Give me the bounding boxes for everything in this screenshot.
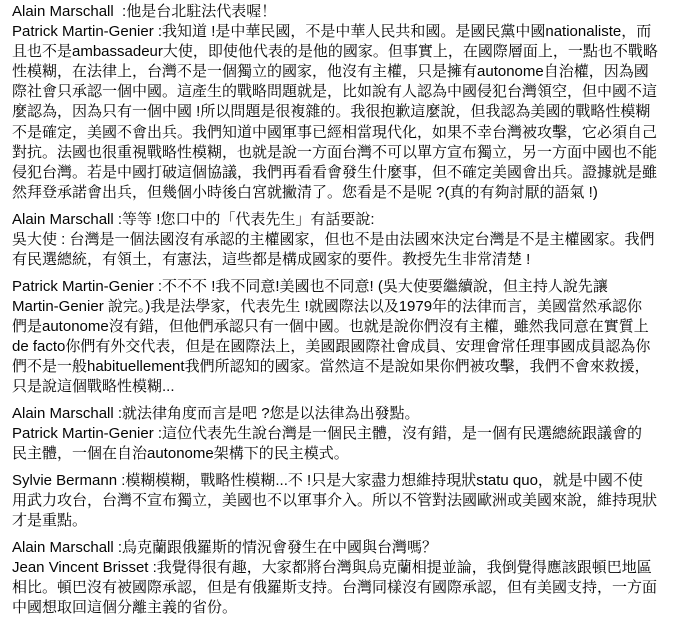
text-line: Patrick Martin-Genier :不不不 !我不同意!美國也不同意! (吳大使要繼續說，但主持人說先讓 xyxy=(12,277,608,295)
text-line: 麼認為，因為只有一個中國 !所以問題是很複雜的。我很抱歉這麼說，但我認為美國的戰略性模糊 xyxy=(12,103,651,121)
text-line: 們是autonome沒有錯，但他們承認只有一個中國。也就是說你們沒有主權，雖然我同意在實質上 xyxy=(12,317,649,335)
paragraph-1 xyxy=(12,2,672,203)
text-line: 只是說這個戰略性模糊... xyxy=(12,378,175,396)
text-line: Jean Vincent Brisset :我覺得很有趣，大家都將台灣與烏克蘭相提並論，我倒覺得應該跟頓巴地區 xyxy=(12,558,652,576)
text-line: Alain Marschall :他是台北駐法代表喔！ xyxy=(12,3,277,20)
text-line: Alain Marschall :等等 !您口中的「代表先生」有話要說: xyxy=(12,210,375,228)
text-line: Martin-Genier 說完。)我是法學家，代表先生 !就國際法以及1979年的法律而言，美國當然承認你 xyxy=(12,297,643,315)
text-line: 相比。頓巴沒有被國際承認，但是有俄羅斯支持。台灣同樣沒有國際承認，但有美國支持，一方面 xyxy=(12,578,658,596)
paragraph-5 xyxy=(12,471,672,531)
text-line: Sylvie Bermann :模糊模糊，戰略性模糊...不 !只是大家盡力想維持現狀statu quo，就是中國不使 xyxy=(12,471,643,489)
text-line: 性模糊，在法律上，台灣不是一個獨立的國家，他沒有主權，只是擁有autonome自治權，因為國 xyxy=(12,63,649,81)
text-line: 們不是一般habituellement我們所認知的國家。當然這不是說如果你們被攻擊，我們不會來救援， xyxy=(12,357,650,375)
text-line: 不是確定，美國不會出兵。我們知道中國軍事已經相當現代化，如果不幸台灣被攻擊，它必須自己 xyxy=(12,123,658,141)
paragraph-6 xyxy=(12,538,672,618)
paragraph-3 xyxy=(12,277,672,398)
text-line: 且也不是ambassadeur大使，即使他代表的是他的國家。但事實上，在國際層面上，一點也不戰略 xyxy=(12,43,658,61)
text-line: 有民選總統，有領土，有憲法，這些都是構成國家的要件。教授先生非常清楚 ! xyxy=(12,250,531,268)
text-line: 侵犯台灣。若是中國打破這個協議，我們再看看會發生什麼事，但不確定美國會出兵。證據就是雖 xyxy=(12,163,658,181)
text-line: 吳大使 : 台灣是一個法國沒有承認的主權國家，但也不是由法國來決定台灣是不是主權國家。我們 xyxy=(12,230,655,248)
paragraph-4 xyxy=(12,404,672,464)
text-line: 才是重點。 xyxy=(12,512,88,529)
paragraph-2 xyxy=(12,210,672,270)
text-line: de facto你們有外交代表，但是在國際法上，美國跟國際社會成員、安理會常任理事國成員認為你 xyxy=(12,337,651,355)
text-line: Patrick Martin-Genier :我知道 !是中華民國，不是中華人民共和國。是國民黨中國nationaliste，而 xyxy=(12,23,652,41)
text-line: Patrick Martin-Genier :這位代表先生說台灣是一個民主體，沒有錯，是一個有民選總統跟議會的 xyxy=(12,424,643,442)
text-line: 然拜登承諾會出兵，但幾個小時後白宮就撇清了。您看是不是呢 ?(真的有夠討厭的語氣 !) xyxy=(12,183,598,201)
text-line: 民主體，一個在自治autonome架構下的民主模式。 xyxy=(12,445,349,463)
text-line: Alain Marschall :就法律角度而言是吧 ?您是以法律為出發點。 xyxy=(12,404,420,422)
text-line: 中國想取回這個分離主義的省份。 xyxy=(12,599,238,617)
text-line: 用武力攻台，台灣不宣布獨立，美國也不以軍事介入。所以不管對法國歐洲或美國來說，維持現狀 xyxy=(12,491,658,509)
text-line: 際社會只承認一個中國。這產生的戰略問題就是，比如說有人認為中國侵犯台灣領空，但中國不這 xyxy=(12,83,658,101)
text-line: 對抗。法國也很重視戰略性模糊，也就是說一方面台灣不可以單方宣布獨立，另一方面中國也不能 xyxy=(12,143,658,161)
post-body xyxy=(12,2,672,618)
text-line: Alain Marschall :烏克蘭跟俄羅斯的情況會發生在中國與台灣嗎？ xyxy=(12,538,438,556)
